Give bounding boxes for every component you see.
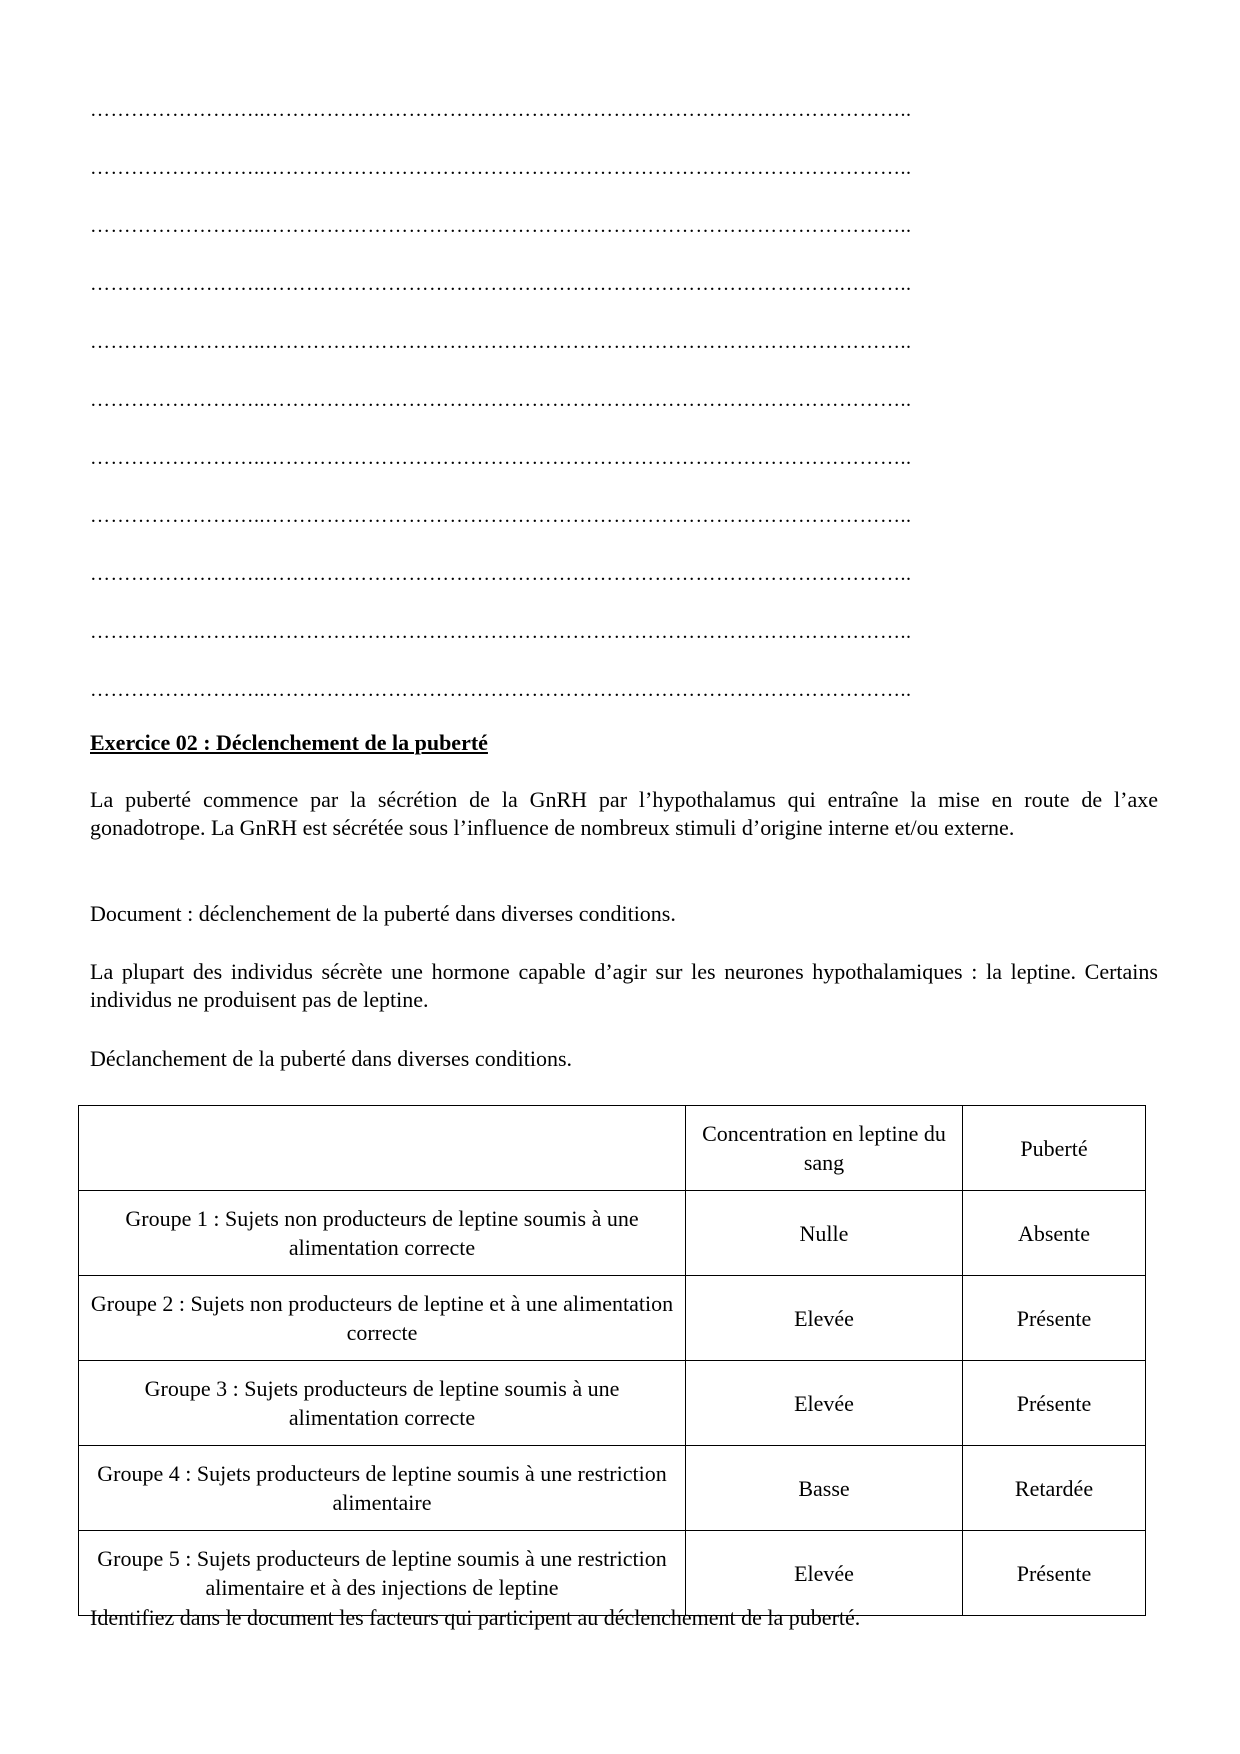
answer-line[interactable]: ……………………..…………………………………………………………………………………..	[90, 679, 912, 701]
leptine-cell: Elevée	[686, 1531, 963, 1616]
question: Identifiez dans le document les facteurs qui participent au déclenchement de la puberté.	[90, 1605, 861, 1630]
table-row	[79, 1531, 1146, 1616]
group-cell: Groupe 4 : Sujets producteurs de leptine soumis à une restriction alimentaire	[79, 1446, 686, 1531]
group-cell: Groupe 5 : Sujets producteurs de leptine soumis à une restriction alimentaire et à des injections de leptine	[79, 1531, 686, 1616]
answer-line[interactable]: ……………………..…………………………………………………………………………………..	[90, 621, 912, 643]
exercise-title: Exercice 02 : Déclenchement de la puberté	[90, 730, 488, 755]
puberty-cell: Présente	[963, 1531, 1146, 1616]
table-header-row	[79, 1106, 1146, 1191]
table-row	[79, 1361, 1146, 1446]
answer-line[interactable]: ……………………..…………………………………………………………………………………..	[90, 273, 912, 295]
answer-line[interactable]: ……………………..…………………………………………………………………………………..	[90, 505, 912, 527]
table-row	[79, 1446, 1146, 1531]
answer-line[interactable]: ……………………..…………………………………………………………………………………..	[90, 215, 912, 237]
header-puberty: Puberté	[963, 1106, 1146, 1191]
table-row	[79, 1276, 1146, 1361]
answer-line[interactable]: ……………………..…………………………………………………………………………………..	[90, 331, 912, 353]
puberty-cell: Absente	[963, 1191, 1146, 1276]
leptine-cell: Basse	[686, 1446, 963, 1531]
answer-line[interactable]: ……………………..…………………………………………………………………………………..	[90, 157, 912, 179]
answer-line[interactable]: ……………………..…………………………………………………………………………………..	[90, 99, 912, 121]
intro-paragraph: La puberté commence par la sécrétion de la GnRH par l’hypothalamus qui entraîne la mise en route de l’axe gonadotrope. La GnRH est sécrétée sous l’influence de nombreux stimuli d’origine interne et/ou externe.	[90, 787, 1158, 840]
leptine-cell: Elevée	[686, 1361, 963, 1446]
leptine-paragraph: La plupart des individus sécrète une hormone capable d’agir sur les neurones hypothalamiques : la leptine. Certains individus ne produisent pas de leptine.	[90, 959, 1158, 1012]
group-cell: Groupe 1 : Sujets non producteurs de leptine soumis à une alimentation correcte	[79, 1191, 686, 1276]
group-cell: Groupe 2 : Sujets non producteurs de leptine et à une alimentation correcte	[79, 1276, 686, 1361]
puberty-cell: Retardée	[963, 1446, 1146, 1531]
document-label: Document : déclenchement de la puberté dans diverses conditions.	[90, 901, 676, 926]
header-leptine-concentration: Concentration en leptine du sang	[686, 1106, 963, 1191]
answer-line[interactable]: ……………………..…………………………………………………………………………………..	[90, 447, 912, 469]
puberty-cell: Présente	[963, 1361, 1146, 1446]
leptine-cell: Elevée	[686, 1276, 963, 1361]
answer-line[interactable]: ……………………..…………………………………………………………………………………..	[90, 389, 912, 411]
table-row	[79, 1191, 1146, 1276]
leptine-cell: Nulle	[686, 1191, 963, 1276]
table-caption: Déclanchement de la puberté dans diverses conditions.	[90, 1046, 573, 1071]
puberty-cell: Présente	[963, 1276, 1146, 1361]
results-table	[78, 1105, 1146, 1616]
header-empty-cell	[79, 1106, 686, 1191]
answer-line[interactable]: ……………………..…………………………………………………………………………………..	[90, 563, 912, 585]
group-cell: Groupe 3 : Sujets producteurs de leptine soumis à une alimentation correcte	[79, 1361, 686, 1446]
